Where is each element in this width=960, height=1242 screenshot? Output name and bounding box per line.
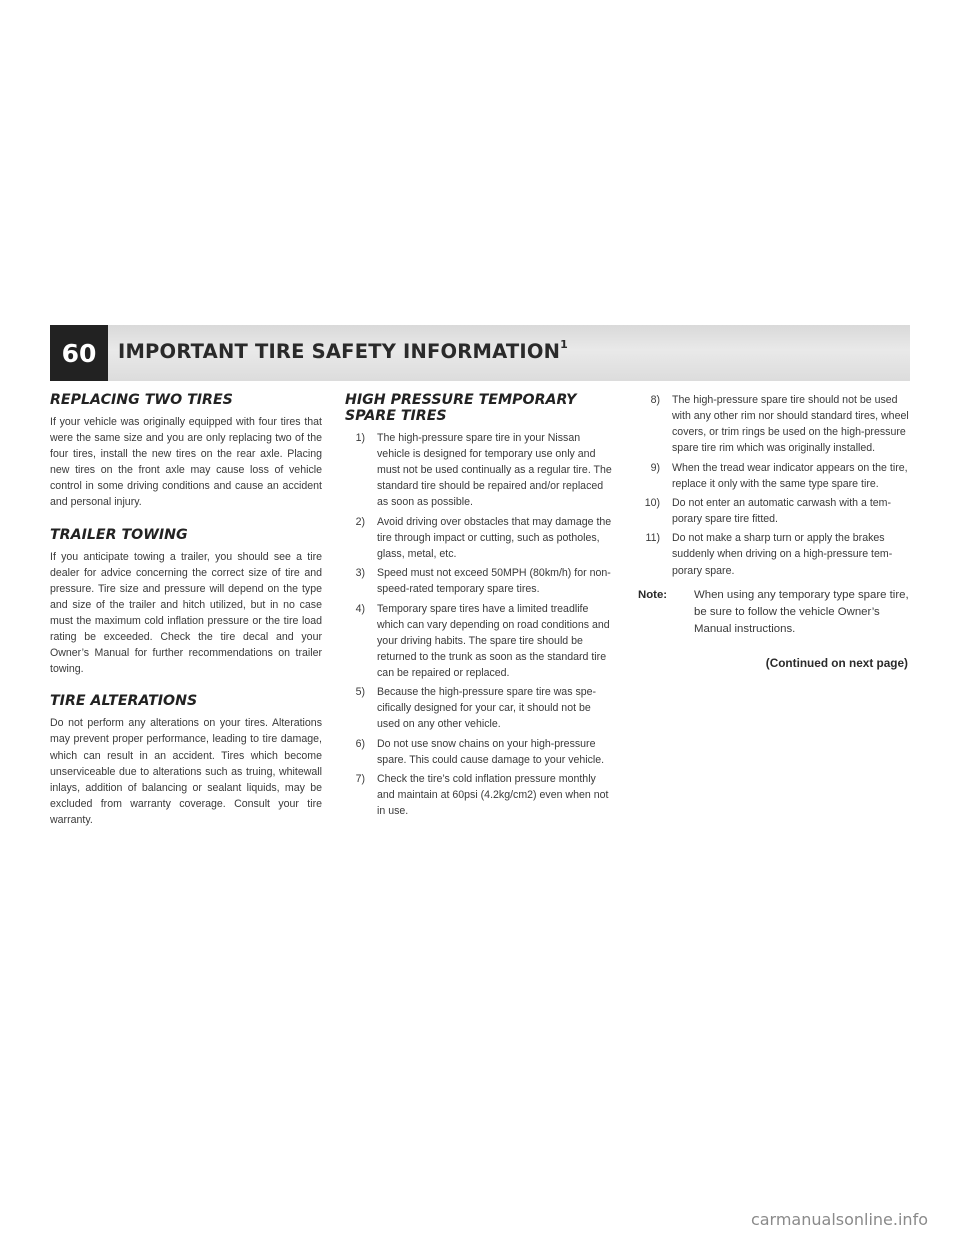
heading-trailer-towing: TRAILER TOWING bbox=[50, 526, 188, 543]
list-item-text: Because the high-pressure spare tire was specifically designed for your car, it should not be used on any other vehicle. bbox=[377, 686, 597, 731]
list-item-number: 5) bbox=[355, 686, 365, 699]
continued-notice: (Continued on next page) bbox=[765, 655, 908, 670]
list-item bbox=[345, 430, 613, 510]
list-item bbox=[345, 565, 613, 597]
list-item-text: Do not enter an automatic carwash with a temporary spare tire fitted. bbox=[672, 496, 892, 526]
list-item bbox=[345, 684, 613, 732]
spare-tire-list-part2 bbox=[638, 392, 910, 579]
note-label: Note: bbox=[638, 588, 668, 601]
list-item-number: 2) bbox=[355, 515, 365, 528]
list-item bbox=[345, 514, 613, 562]
list-item-number: 3) bbox=[355, 567, 365, 580]
page-title-text: IMPORTANT TIRE SAFETY INFORMATION bbox=[118, 340, 561, 363]
list-item-number: 11) bbox=[645, 532, 660, 545]
list-item bbox=[345, 736, 613, 768]
list-item-text: Check the tire’s cold inflation pressure monthly and maintain at 60psi (4.2kg/cm2) even when not in use. bbox=[377, 773, 609, 818]
list-item-number: 1) bbox=[355, 432, 365, 444]
watermark: carmanualsonline.info bbox=[750, 1210, 928, 1229]
heading-spare-tires: HIGH PRESSURE TEMPORARY SPARE TIRES bbox=[345, 392, 577, 424]
list-item-number: 9) bbox=[650, 461, 660, 474]
list-item-text: Avoid driving over obstacles that may damage the tire through impact or cutting, such as potholes, glass, metal, etc. bbox=[377, 515, 612, 560]
list-item-text: Temporary spare tires have a limited treadlife which can vary depending on road conditions and your driving habits. The spare tire should be returned to the trunk as soon as the standard tire can be repaired or replaced. bbox=[377, 602, 610, 679]
list-item-text: The high-pressure spare tire in your Nissan vehicle is designed for temporary use only and must not be used continually as a regular tire. The standard tire should be repaired and/or replaced as soon as possible. bbox=[377, 432, 612, 509]
list-item-number: 7) bbox=[355, 773, 365, 785]
page-title bbox=[118, 337, 569, 363]
heading-tire-alterations: TIRE ALTERATIONS bbox=[50, 693, 198, 710]
page-header bbox=[50, 325, 910, 381]
column-left bbox=[50, 392, 322, 828]
list-item bbox=[638, 460, 910, 492]
heading-replacing-two-tires: REPLACING TWO TIRES bbox=[50, 392, 233, 408]
list-item-text: Do not use snow chains on your high-pressure spare. This could cause damage to your vehicle. bbox=[377, 737, 605, 766]
list-item-number: 8) bbox=[650, 394, 660, 406]
list-item bbox=[638, 495, 910, 527]
list-item-text: Speed must not exceed 50MPH (80km/h) for non-speed-rated temporary spare tires. bbox=[377, 567, 611, 596]
paragraph-replacing-two-tires: If your vehicle was originally equipped with four tires that were the same size and you are only replacing two of the four tires, install the new tires on the rear axle. Placing new tires on the front axle may cause loss of vehicle control in some driving conditions and cause an accident and personal injury. bbox=[50, 416, 322, 509]
note-block bbox=[638, 587, 910, 638]
paragraph-trailer-towing: If you anticipate towing a trailer, you should see a tire dealer for advice concerning the correct size of tire and pressure. Tire size and pressure will depend on the type and size of the trailer and hitch utilized, but in no case must the maximum cold inflation pressure or the tire load rating be exceeded. Check the tire decal and your Owner’s Manual for further recommendations on trailer towing. bbox=[50, 550, 322, 676]
paragraph-tire-alterations: Do not perform any alterations on your tires. Alterations may prevent proper performance, leading to tire damage, which can result in an accident. Tires which become unserviceable due to alterations such as truing, whitewall inlays, addition of balancing or sealant liquids, may be excluded from warranty coverage. Consult your tire warranty. bbox=[50, 717, 322, 826]
page-number: 60 bbox=[50, 325, 108, 381]
list-item-number: 4) bbox=[355, 602, 365, 615]
list-item bbox=[345, 601, 613, 681]
list-item-number: 10) bbox=[644, 496, 660, 509]
column-middle bbox=[345, 392, 613, 822]
list-item-text: When the tread wear indicator appears on the tire, replace it only with the same type spare tire. bbox=[672, 461, 908, 490]
list-item-number: 6) bbox=[355, 737, 365, 750]
column-right bbox=[638, 392, 910, 670]
list-item bbox=[638, 392, 910, 456]
list-item bbox=[345, 771, 613, 819]
list-item-text: Do not make a sharp turn or apply the brakes suddenly when driving on a high-pressure temporary spare. bbox=[672, 532, 893, 577]
title-footnote-marker: 1 bbox=[560, 337, 569, 351]
list-item bbox=[638, 530, 910, 578]
spare-tire-list-part1 bbox=[345, 430, 613, 819]
note-text: When using any temporary type spare tire, be sure to follow the vehicle Owner’s Manual instructions. bbox=[694, 588, 909, 635]
list-item-text: The high-pressure spare tire should not be used with any other rim nor should standard tires, wheel covers, or trim rings be used on the high-pressure spare tire rim which was originally installed. bbox=[672, 394, 909, 455]
